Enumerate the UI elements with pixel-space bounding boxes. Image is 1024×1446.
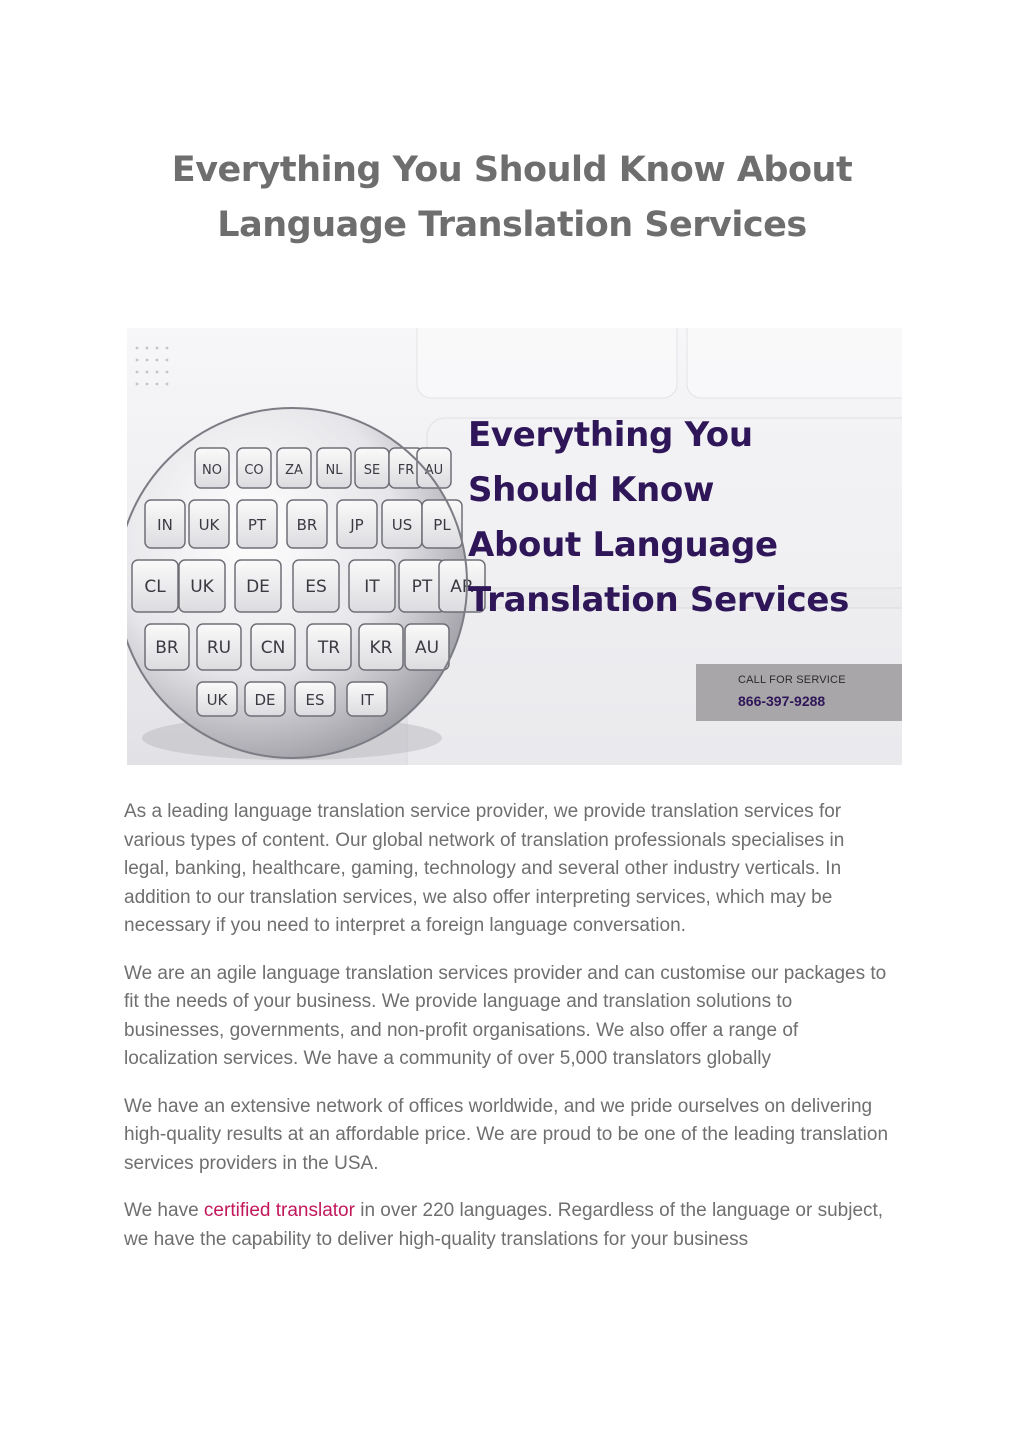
globe-keycap-label: AR (450, 577, 474, 597)
dot-pattern (136, 347, 169, 386)
hero-heading-line-4: Translation Services (468, 580, 850, 620)
page-title (0, 143, 1024, 253)
globe-keycap-label: ZA (285, 463, 303, 478)
paragraph-1: As a leading language translation service provider, we provide translation services for various types of content. Our global network of translation professionals specialises in legal, banking, healthcare, gaming, technology and several other industry verticals. In addition to our translation services, we also offer interpreting services, which may be necessary if you need to interpret a foreign language conversation. (124, 801, 845, 936)
globe-keycap-label: RU (206, 638, 232, 658)
globe-keycap-label: CN (260, 638, 286, 658)
hero-heading (468, 408, 898, 628)
globe-keycap-label: BR (155, 638, 179, 658)
page-title-line-2: Language Translation Services (217, 205, 807, 246)
globe-keycap-label: DE (254, 691, 276, 709)
paragraph-4-start: We have (124, 1200, 204, 1221)
page-title-line-1: Everything You Should Know About (171, 150, 853, 191)
cta-phone-number: 866-397-9288 (738, 693, 826, 709)
globe-keycap-label: BR (296, 516, 318, 534)
globe-keycap-label: AU (424, 463, 444, 478)
paragraph-3: We have an extensive network of offices worldwide, and we pride ourselves on delivering high-quality results at an affordable price. We are proud to be one of the leading translation services providers in the USA. (124, 1095, 889, 1174)
hero-heading-line-1: Everything You (468, 415, 753, 455)
globe-keycap-label: UK (198, 516, 220, 534)
globe-keycap-label: TR (317, 638, 341, 658)
globe-keycap-label: AU (414, 638, 440, 658)
cta-label: CALL FOR SERVICE (738, 674, 846, 686)
globe-keycap-label: IT (364, 577, 380, 597)
call-for-service-box (696, 664, 902, 721)
globe-keycap-label: JP (350, 516, 364, 534)
globe-keycap-label: CL (144, 577, 166, 597)
globe-keycap-label: SE (363, 463, 381, 478)
globe-keycap-label: UK (206, 691, 228, 709)
globe-keycap-label: NL (325, 463, 343, 478)
globe-keycap-label: DE (246, 577, 270, 597)
hero-heading-line-2: Should Know (468, 470, 715, 510)
globe-keycap-label: ES (305, 577, 327, 597)
hero-heading-line-3: About Language (468, 525, 778, 565)
paragraph-4-end: in over 220 languages. Regardless of the language or subject, we have the capability to deliver high-quality translations for your business (124, 1200, 884, 1250)
globe-keycap-label: UK (190, 577, 214, 597)
certified-translator-link[interactable]: certified translator (203, 1200, 355, 1221)
paragraph-4 (124, 1197, 894, 1254)
globe-keycap-label: PL (433, 516, 451, 534)
article-body (124, 798, 894, 1273)
globe-keycap-label: IT (360, 691, 374, 709)
paragraph-2: We are an agile language translation services provider and can customise our packages to fit the needs of your business. We provide language and translation solutions to businesses, governments, and non-profit organisations. We also offer a range of localization services. We have a community of over 5,000 translators globally (124, 962, 887, 1069)
globe-keycap-label: NO (202, 463, 222, 478)
globe-keycap-label: CO (244, 463, 264, 478)
globe-keycap-label: PT (411, 577, 433, 597)
globe-keycap-label: PT (247, 516, 267, 534)
globe-keycap-label: KR (369, 638, 393, 658)
globe-keycap-label: IN (157, 516, 173, 534)
globe-keycap-label: FR (397, 463, 415, 478)
globe-keycap-label: ES (305, 691, 325, 709)
hero-banner-image (127, 328, 902, 765)
globe-keycap-label: US (391, 516, 413, 534)
